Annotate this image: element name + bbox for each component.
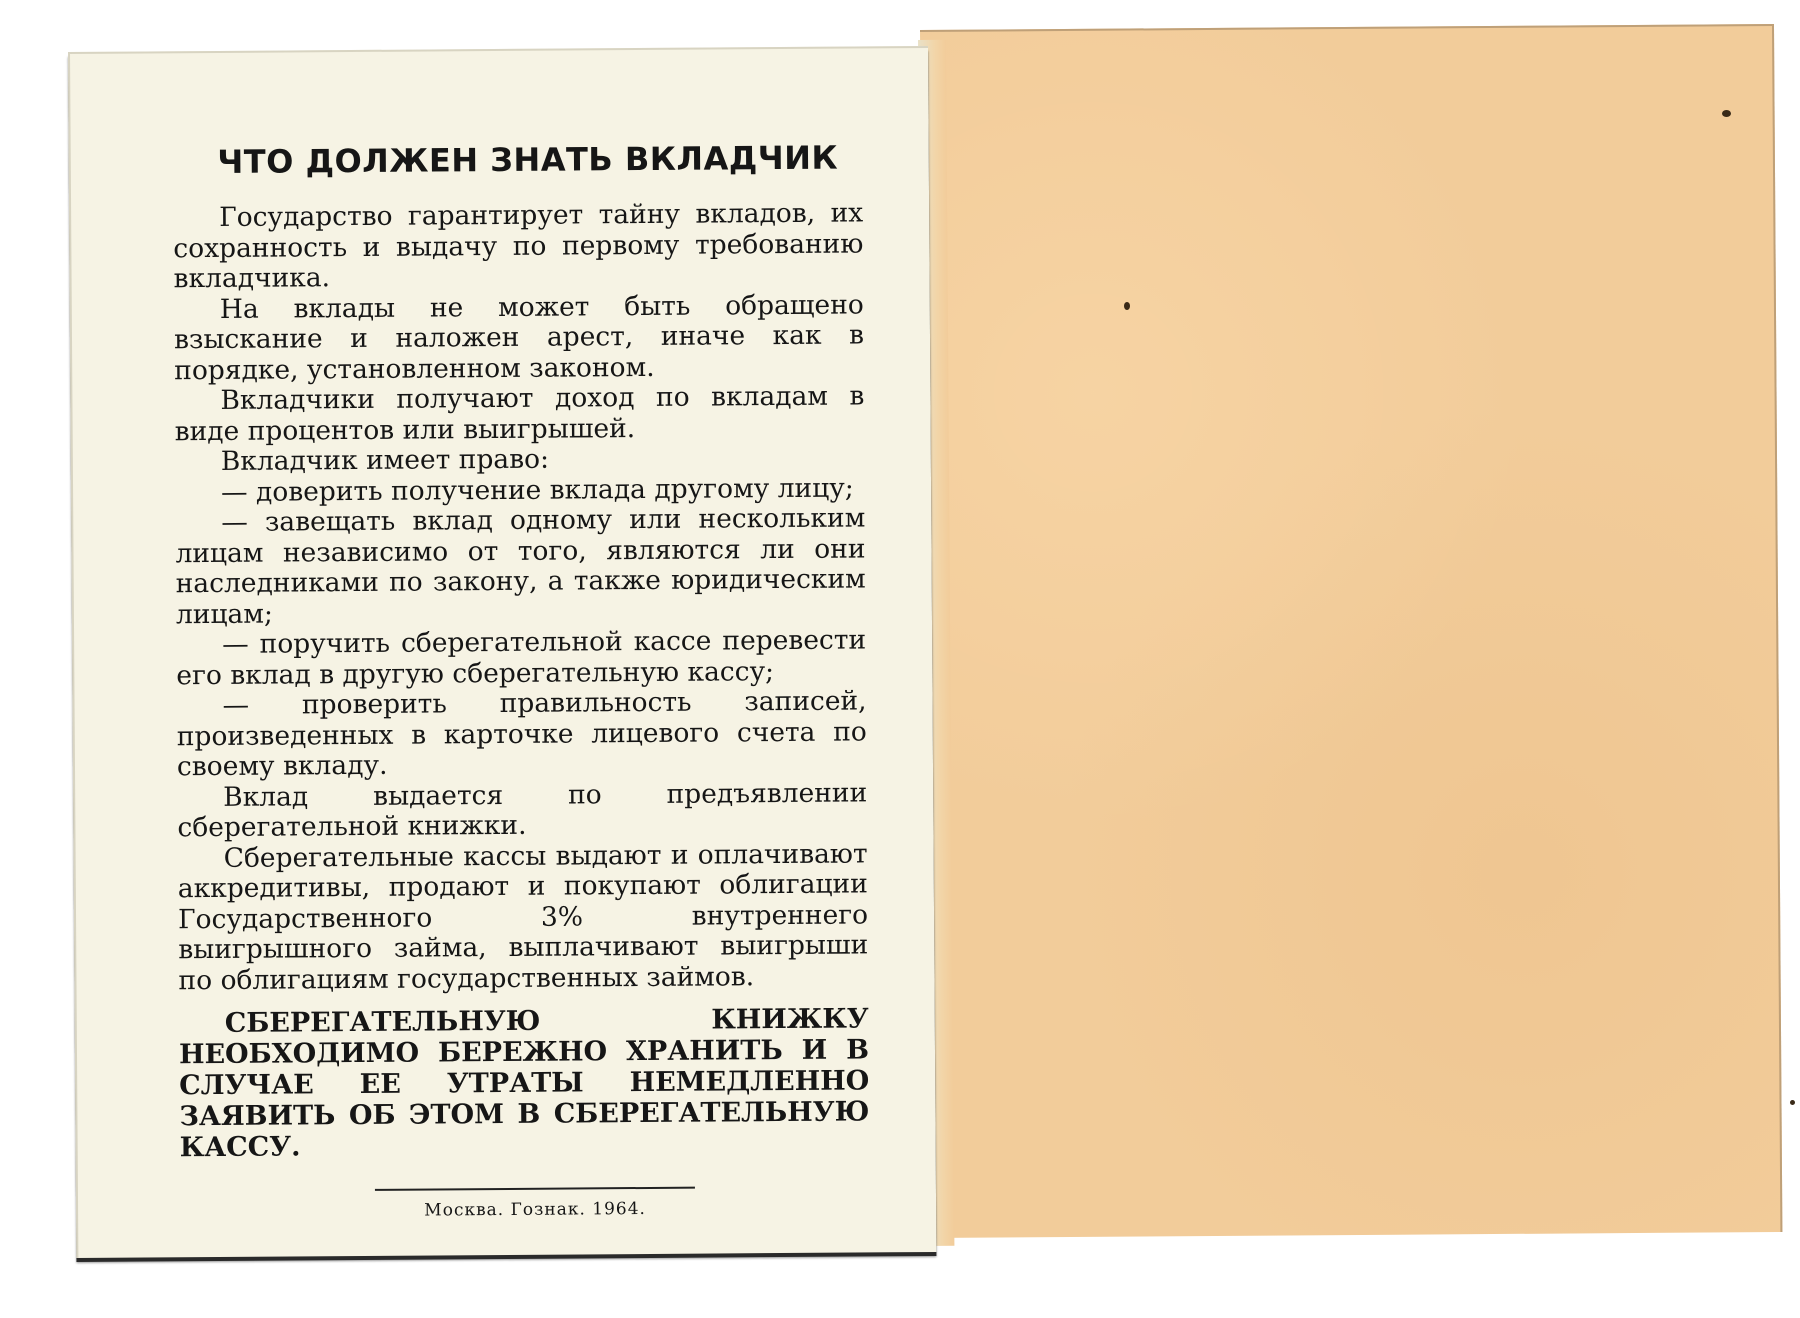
- right-item-transfer: — поручить сберегательной кассе перевести его вклад в другую сберегательную кассу;: [176, 624, 867, 691]
- right-item-bequeath: — завещать вклад одному или нескольким лицам независимо от того, являются ли они наследниками по закону, а также юридическим лицам;: [175, 502, 866, 630]
- page-content: [173, 138, 871, 1222]
- page-title: ЧТО ДОЛЖЕН ЗНАТЬ ВКЛАДЧИК: [217, 138, 839, 181]
- paragraph-income: Вкладчики получают доход по вкладам в виде процентов или выигрышей.: [174, 380, 865, 447]
- paper-speck: [1790, 1100, 1795, 1105]
- warning-notice: СБЕРЕГАТЕЛЬНУЮ КНИЖКУ НЕОБХОДИМО БЕРЕЖНО ХРАНИТЬ И В СЛУЧАЕ ЕЕ УТРАТЫ НЕМЕДЛЕННО ЗАЯВИТЬ ОБ ЭТОМ В СБЕРЕГАТЕЛЬНУЮ КАССУ.: [178, 1003, 870, 1164]
- right-page-blank: [920, 24, 1782, 1238]
- paper-speck: [1124, 302, 1130, 310]
- paper-speck: [1722, 110, 1731, 117]
- right-item-verify: — проверить правильность записей, произведенных в карточке лицевого счета по своему вкладу.: [176, 685, 867, 783]
- paragraph-arrest: На вклады не может быть обращено взыскание и наложен арест, иначе как в порядке, установленном законом.: [173, 288, 865, 386]
- paragraph-rights-intro: Вкладчик имеет право:: [220, 443, 550, 477]
- printer-imprint: Москва. Гознак. 1964.: [424, 1198, 646, 1221]
- left-page: [68, 46, 936, 1258]
- right-item-trust: — доверить получение вклада другому лицу;: [220, 472, 854, 508]
- paragraph-services: Сберегательные кассы выдают и оплачивают аккредитивы, продают и покупают облигации Государственного 3% внутреннего выигрышного займа, выплачивают выигрыши по облигациям государственных займов.: [177, 837, 869, 996]
- paragraph-secrecy: Государство гарантирует тайну вкладов, их сохранность и выдачу по первому требованию вкладчика.: [173, 197, 864, 295]
- paragraph-withdrawal: Вклад выдается по предъявлении сберегательной книжки.: [177, 776, 868, 844]
- imprint-divider: [375, 1187, 695, 1191]
